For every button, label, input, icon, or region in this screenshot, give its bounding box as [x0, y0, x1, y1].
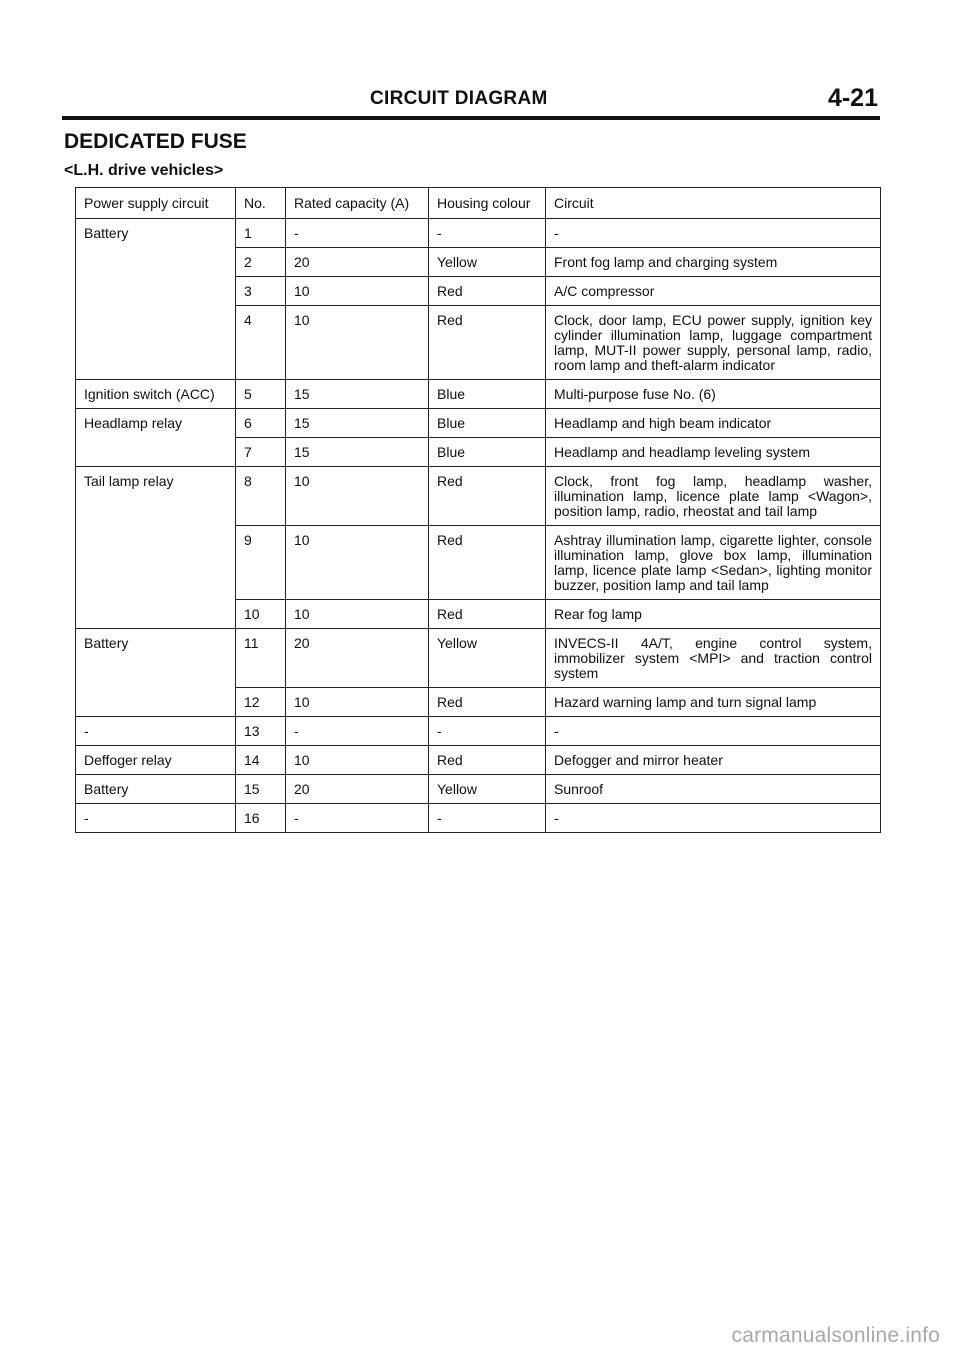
- header-housing-colour: Housing colour: [429, 188, 546, 219]
- section-subtitle: <L.H. drive vehicles>: [64, 162, 224, 179]
- header-title: CIRCUIT DIAGRAM: [370, 88, 548, 109]
- rated-capacity-cell: -: [286, 804, 429, 833]
- power-supply-cell: Tail lamp relay: [76, 467, 236, 629]
- rated-capacity-cell: 15: [286, 380, 429, 409]
- housing-colour-cell: Red: [429, 467, 546, 526]
- header-rated-capacity: Rated capacity (A): [286, 188, 429, 219]
- rated-capacity-cell: 15: [286, 409, 429, 438]
- rated-capacity-cell: 20: [286, 248, 429, 277]
- housing-colour-cell: Yellow: [429, 775, 546, 804]
- circuit-cell: Multi-purpose fuse No. (6): [546, 380, 881, 409]
- fuse-number-cell: 12: [236, 688, 286, 717]
- table-row: [76, 746, 881, 775]
- power-supply-cell: Ignition switch (ACC): [76, 380, 236, 409]
- header-power-supply-circuit: Power supply circuit: [76, 188, 236, 219]
- housing-colour-cell: Red: [429, 688, 546, 717]
- fuse-number-cell: 3: [236, 277, 286, 306]
- circuit-cell: -: [546, 219, 881, 248]
- housing-colour-cell: -: [429, 717, 546, 746]
- housing-colour-cell: Red: [429, 277, 546, 306]
- rated-capacity-cell: 10: [286, 306, 429, 380]
- rated-capacity-cell: 10: [286, 467, 429, 526]
- fuse-number-cell: 16: [236, 804, 286, 833]
- circuit-cell: Headlamp and high beam indicator: [546, 409, 881, 438]
- rated-capacity-cell: 10: [286, 277, 429, 306]
- rated-capacity-cell: 10: [286, 526, 429, 600]
- power-supply-cell: Battery: [76, 629, 236, 717]
- fuse-number-cell: 8: [236, 467, 286, 526]
- housing-colour-cell: -: [429, 804, 546, 833]
- housing-colour-cell: Red: [429, 746, 546, 775]
- power-supply-cell: -: [76, 717, 236, 746]
- header-circuit: Circuit: [546, 188, 881, 219]
- rated-capacity-cell: 20: [286, 775, 429, 804]
- housing-colour-cell: Blue: [429, 380, 546, 409]
- fuse-number-cell: 15: [236, 775, 286, 804]
- circuit-cell: Hazard warning lamp and turn signal lamp: [546, 688, 881, 717]
- fuse-number-cell: 13: [236, 717, 286, 746]
- watermark: carmanualsonline.info: [731, 1324, 940, 1347]
- power-supply-cell: Battery: [76, 775, 236, 804]
- housing-colour-cell: Yellow: [429, 248, 546, 277]
- fuse-number-cell: 6: [236, 409, 286, 438]
- circuit-cell: Clock, door lamp, ECU power supply, ignition key cylinder illumination lamp, luggage compartment lamp, MUT-II power supply, personal lamp, radio, room lamp and theft-alarm indicator: [546, 306, 881, 380]
- page-number: 4-21: [827, 84, 878, 112]
- rated-capacity-cell: 10: [286, 688, 429, 717]
- rated-capacity-cell: 15: [286, 438, 429, 467]
- fuse-number-cell: 7: [236, 438, 286, 467]
- rated-capacity-cell: 10: [286, 600, 429, 629]
- fuse-number-cell: 9: [236, 526, 286, 600]
- fuse-number-cell: 5: [236, 380, 286, 409]
- table-row: [76, 717, 881, 746]
- housing-colour-cell: Yellow: [429, 629, 546, 688]
- circuit-cell: Front fog lamp and charging system: [546, 248, 881, 277]
- fuse-number-cell: 2: [236, 248, 286, 277]
- rated-capacity-cell: 20: [286, 629, 429, 688]
- circuit-cell: Rear fog lamp: [546, 600, 881, 629]
- fuse-number-cell: 1: [236, 219, 286, 248]
- circuit-cell: Clock, front fog lamp, headlamp washer, illumination lamp, licence plate lamp <Wagon>, position lamp, radio, rheostat and tail lamp: [546, 467, 881, 526]
- circuit-cell: Sunroof: [546, 775, 881, 804]
- circuit-cell: Defogger and mirror heater: [546, 746, 881, 775]
- housing-colour-cell: -: [429, 219, 546, 248]
- fuse-number-cell: 10: [236, 600, 286, 629]
- rated-capacity-cell: -: [286, 717, 429, 746]
- table-row: [76, 629, 881, 688]
- power-supply-cell: Battery: [76, 219, 236, 380]
- fuse-table: [75, 187, 881, 833]
- fuse-number-cell: 4: [236, 306, 286, 380]
- rated-capacity-cell: -: [286, 219, 429, 248]
- fuse-number-cell: 11: [236, 629, 286, 688]
- circuit-cell: Headlamp and headlamp leveling system: [546, 438, 881, 467]
- power-supply-cell: Headlamp relay: [76, 409, 236, 467]
- header-row: [76, 188, 881, 219]
- housing-colour-cell: Red: [429, 526, 546, 600]
- circuit-cell: -: [546, 717, 881, 746]
- power-supply-cell: -: [76, 804, 236, 833]
- circuit-cell: Ashtray illumination lamp, cigarette lighter, console illumination lamp, glove box lamp, illumination lamp, licence plate lamp <Sedan>, lighting monitor buzzer, position lamp and tail lamp: [546, 526, 881, 600]
- table-row: [76, 409, 881, 438]
- fuse-table-body: [76, 219, 881, 833]
- housing-colour-cell: Blue: [429, 438, 546, 467]
- circuit-cell: A/C compressor: [546, 277, 881, 306]
- housing-colour-cell: Blue: [429, 409, 546, 438]
- section-title: DEDICATED FUSE: [64, 130, 247, 153]
- table-row: [76, 804, 881, 833]
- circuit-cell: INVECS-II 4A/T, engine control system, immobilizer system <MPI> and traction control system: [546, 629, 881, 688]
- fuse-number-cell: 14: [236, 746, 286, 775]
- power-supply-cell: Deffoger relay: [76, 746, 236, 775]
- fuse-table-header: [76, 188, 881, 219]
- circuit-cell: -: [546, 804, 881, 833]
- page-header: [62, 84, 880, 120]
- table-row: [76, 380, 881, 409]
- table-row: [76, 467, 881, 526]
- table-row: [76, 775, 881, 804]
- table-row: [76, 219, 881, 248]
- rated-capacity-cell: 10: [286, 746, 429, 775]
- housing-colour-cell: Red: [429, 600, 546, 629]
- housing-colour-cell: Red: [429, 306, 546, 380]
- header-no: No.: [236, 188, 286, 219]
